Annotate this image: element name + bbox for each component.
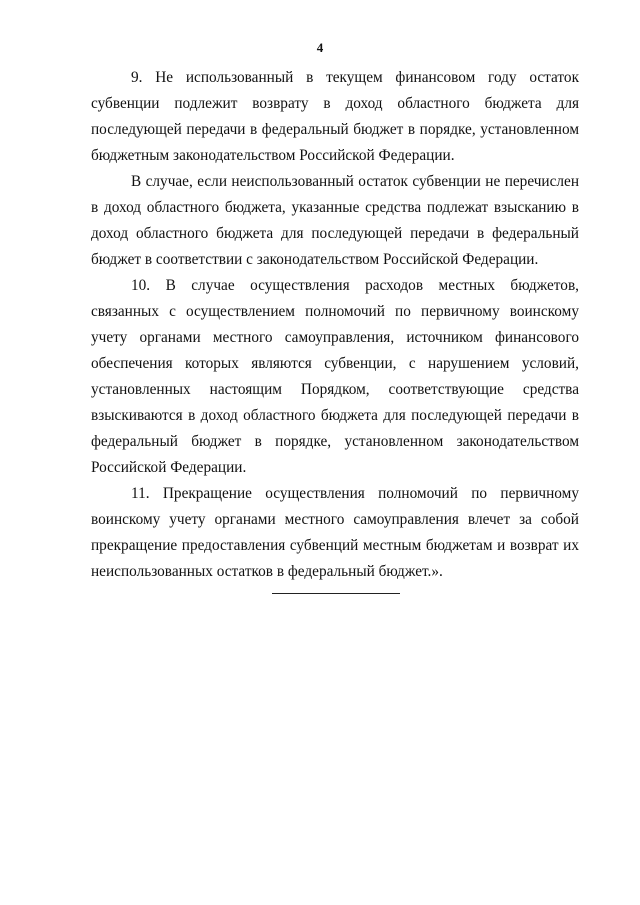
paragraph-11: 11. Прекращение осуществления полномочий по первичному воинскому учету органами местного самоуправления влечет за собой прекращение предоставления субвенций местным бюджетам и возврат их неиспользованных остатков в федеральный бюджет.». [91,485,579,580]
document-body [91,65,579,585]
closing-divider [272,593,400,594]
page-number: 4 [316,40,324,55]
paragraph-9: 9. Не использованный в текущем финансовом году остаток субвенции подлежит возврату в доход областного бюджета для последующей передачи в федеральный бюджет в порядке, установленном бюджетным законодательством Российской Федерации. [91,69,579,164]
paragraph-9-continuation: В случае, если неиспользованный остаток субвенции не перечислен в доход областного бюджета, указанные средства подлежат взысканию в доход областного бюджета для последующей передачи в федеральный бюджет в соответствии с законодательством Российской Федерации. [91,173,579,268]
paragraph-10: 10. В случае осуществления расходов местных бюджетов, связанных с осуществлением полномочий по первичному воинскому учету органами местного самоуправления, источником финансового обеспечения которых являются субвенции, с нарушением условий, установленных настоящим Порядком, соответствующие средства взыскиваются в доход областного бюджета для последующей передачи в федеральный бюджет в порядке, установленном законодательством Российской Федерации. [91,277,579,476]
